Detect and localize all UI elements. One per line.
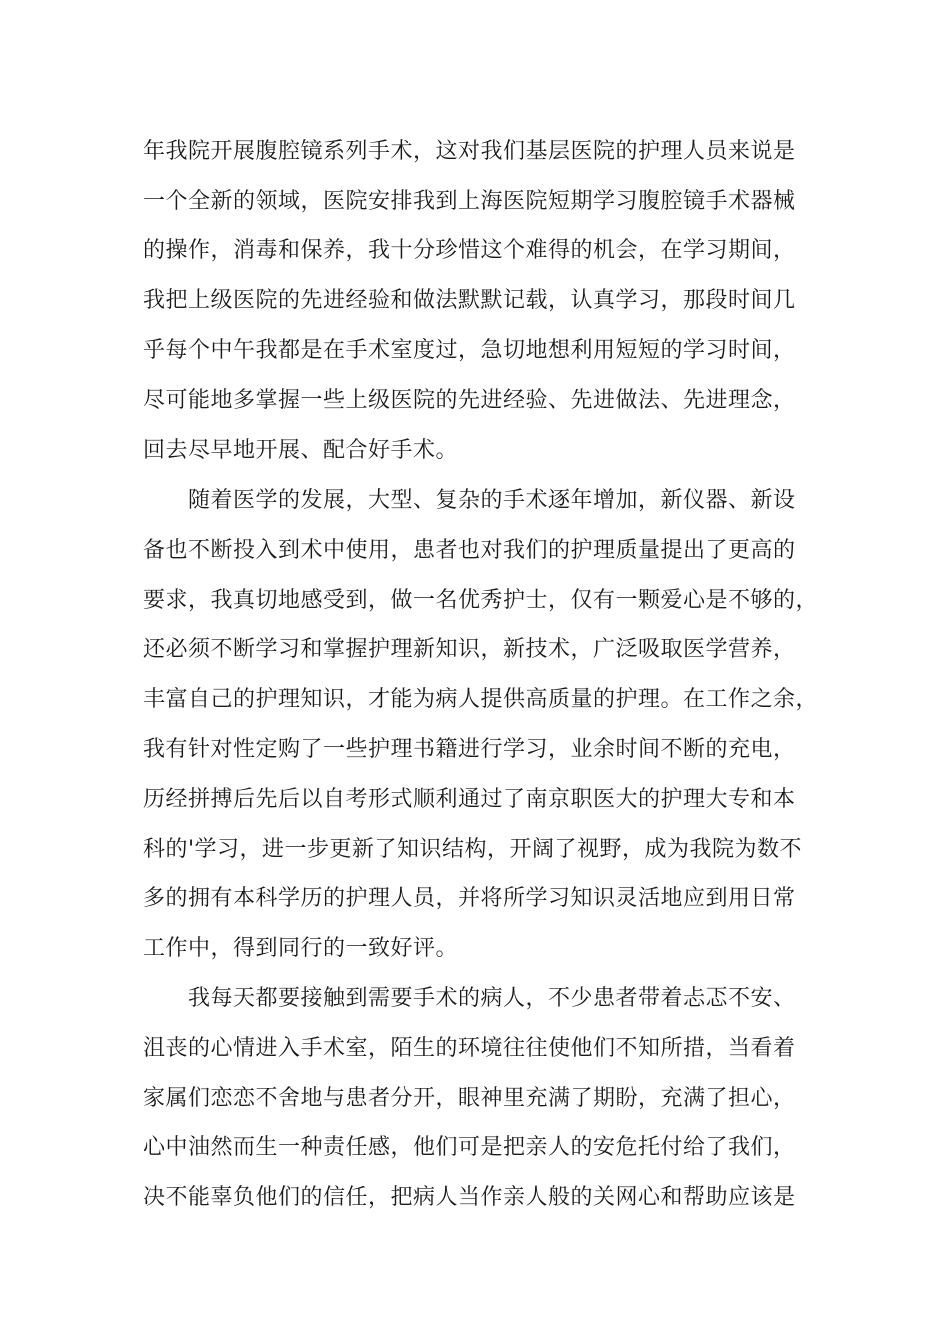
body-text-line: 要求，我真切地感受到，做一名优秀护士，仅有一颗爱心是不够的， <box>143 588 819 613</box>
body-text-line: 决不能辜负他们的信任，把病人当作亲人般的关网心和帮助应该是 <box>143 1185 796 1210</box>
body-text-line: 多的拥有本科学历的护理人员，并将所学习知识灵活地应到用日常 <box>143 886 796 911</box>
body-text-line: 家属们恋恋不舍地与患者分开，眼神里充满了期盼，充满了担心， <box>143 1086 796 1111</box>
body-text-line: 历经拼搏后先后以自考形式顺利通过了南京职医大的护理大专和本 <box>143 787 796 812</box>
body-text-line: 丰富自己的护理知识，才能为病人提供高质量的护理。在工作之余， <box>143 687 819 712</box>
body-text-line: 我把上级医院的先进经验和做法默默记载，认真学习，那段时间几 <box>143 288 796 313</box>
body-text-line: 随着医学的发展，大型、复杂的手术逐年增加，新仪器、新设 <box>188 488 796 513</box>
body-text-line: 备也不断投入到术中使用，患者也对我们的护理质量提出了更高的 <box>143 538 796 563</box>
body-text-line: 我有针对性定购了一些护理书籍进行学习，业余时间不断的充电， <box>143 737 796 762</box>
body-text-line: 乎每个中午我都是在手术室度过，急切地想利用短短的学习时间， <box>143 338 796 363</box>
body-text-line: 尽可能地多掌握一些上级医院的先进经验、先进做法、先进理念， <box>143 388 796 413</box>
body-text-line: 我每天都要接触到需要手术的病人，不少患者带着忐忑不安、 <box>188 986 796 1011</box>
body-text-line: 心中油然而生一种责任感，他们可是把亲人的安危托付给了我们， <box>143 1135 796 1160</box>
body-text-line: 年我院开展腹腔镜系列手术，这对我们基层医院的护理人员来说是 <box>143 139 796 164</box>
body-text-line: 沮丧的心情进入手术室，陌生的环境往往使他们不知所措，当看着 <box>143 1036 796 1061</box>
body-text-line: 科的'学习，进一步更新了知识结构，开阔了视野，成为我院为数不 <box>143 837 803 862</box>
body-text-line: 还必须不断学习和掌握护理新知识，新技术，广泛吸取医学营养， <box>143 637 796 662</box>
body-text-line: 回去尽早地开展、配合好手术。 <box>143 438 459 463</box>
body-text-line: 工作中，得到同行的一致好评。 <box>143 936 459 961</box>
body-text-line: 一个全新的领域，医院安排我到上海医院短期学习腹腔镜手术器械 <box>143 189 796 214</box>
body-text-line: 的操作，消毒和保养，我十分珍惜这个难得的机会，在学习期间， <box>143 238 796 263</box>
